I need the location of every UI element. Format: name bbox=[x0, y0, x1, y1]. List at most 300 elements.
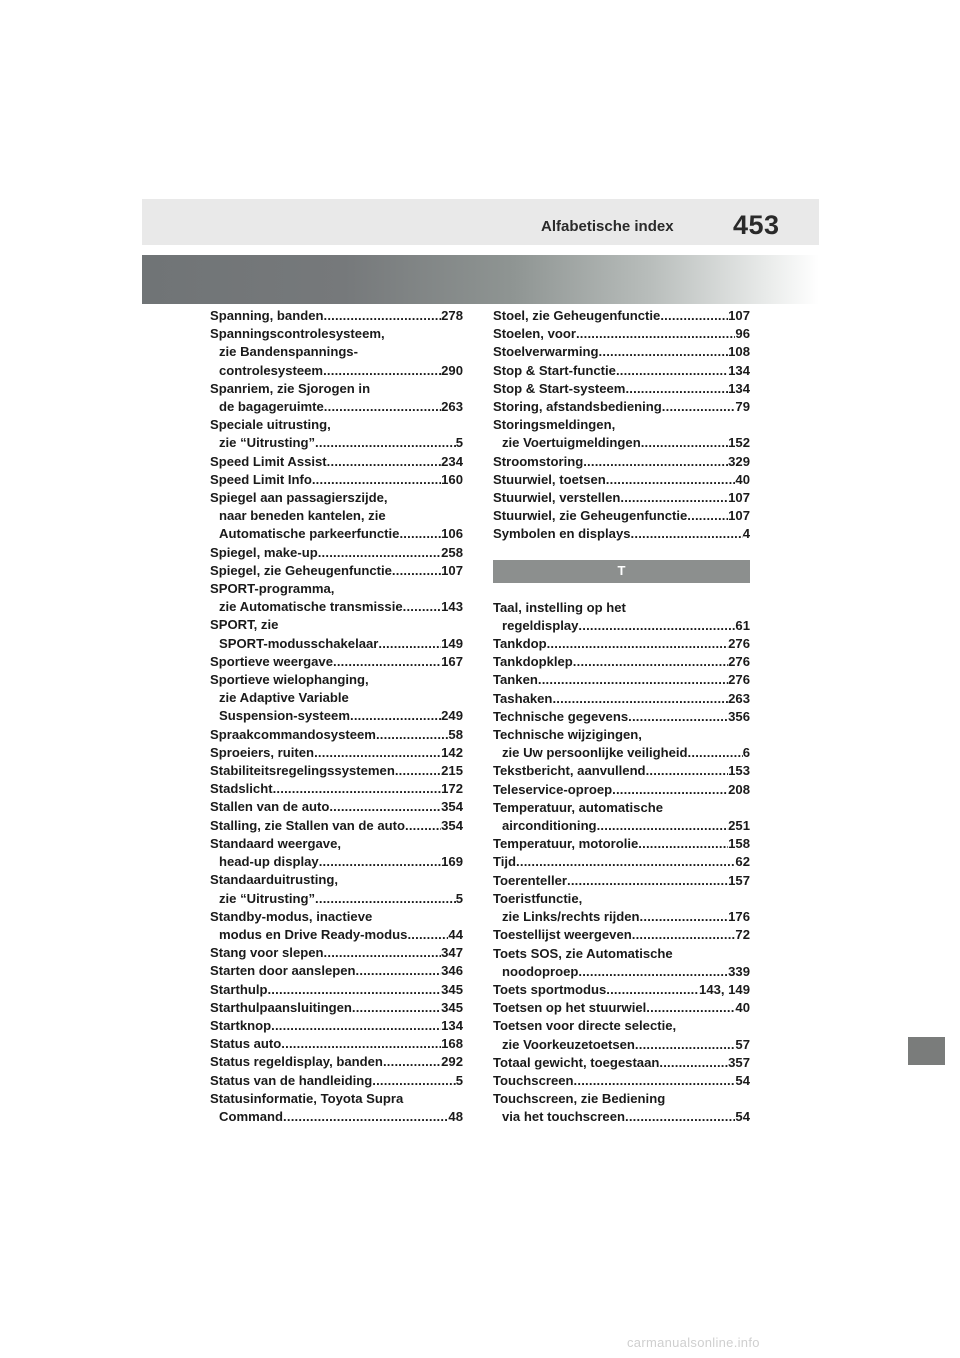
index-entry-text: Stuurwiel, toetsen bbox=[493, 471, 606, 487]
index-entry bbox=[493, 999, 750, 1017]
dot-leader bbox=[625, 1108, 735, 1126]
index-entry bbox=[493, 362, 750, 380]
index-entry bbox=[493, 1072, 750, 1090]
index-entry-text: modus en Drive Ready-modus bbox=[219, 926, 408, 942]
index-entry-text: Tashaken bbox=[493, 690, 553, 706]
index-entry-line bbox=[210, 544, 463, 562]
index-entry-text: Stoelverwarming bbox=[493, 344, 599, 360]
index-entry bbox=[210, 1035, 463, 1053]
index-entry-text: Standby-modus, inactieve bbox=[210, 908, 373, 924]
index-entry-text: Stuurwiel, zie Geheugenfunctie bbox=[493, 508, 688, 524]
index-entry-text: Touchscreen bbox=[493, 1072, 574, 1088]
index-entry-line bbox=[210, 525, 463, 543]
index-entry-text: Totaal gewicht, toegestaan bbox=[493, 1054, 660, 1070]
dot-leader bbox=[552, 690, 728, 708]
index-entry-page: 54 bbox=[735, 1072, 750, 1088]
index-entry bbox=[493, 380, 750, 398]
index-entry bbox=[493, 726, 750, 762]
index-entry-text: Technische wijzigingen, bbox=[493, 727, 642, 743]
index-entry bbox=[210, 744, 463, 762]
dot-leader bbox=[283, 1108, 448, 1126]
index-entry bbox=[210, 798, 463, 816]
index-entry bbox=[493, 945, 750, 981]
index-entry-text: zie Uw persoonlijke veiligheid bbox=[502, 745, 688, 761]
index-entry bbox=[493, 343, 750, 361]
index-entry-page: 107 bbox=[441, 562, 463, 578]
index-entry bbox=[493, 799, 750, 835]
index-entry-line bbox=[493, 525, 750, 543]
index-entry-text: Speciale uitrusting, bbox=[210, 417, 331, 433]
index-entry-line bbox=[493, 380, 750, 398]
index-entry bbox=[210, 1090, 463, 1126]
index-entry-page: 48 bbox=[448, 1108, 463, 1124]
index-entry-page: 263 bbox=[728, 690, 750, 706]
dot-leader bbox=[616, 362, 728, 380]
index-entry-page: 354 bbox=[441, 799, 463, 815]
index-entry-page: 72 bbox=[735, 927, 750, 943]
index-entry-line bbox=[210, 871, 463, 889]
index-entry-page: 278 bbox=[441, 308, 463, 323]
index-entry-text: Storingsmeldingen, bbox=[493, 417, 616, 433]
index-entry-text: Stang voor slepen bbox=[210, 945, 324, 961]
index-entry bbox=[493, 599, 750, 635]
dot-leader bbox=[352, 999, 441, 1017]
dot-leader bbox=[547, 635, 729, 653]
index-entry-page: 4 bbox=[742, 526, 750, 542]
index-entry-text: Storing, afstandsbediening bbox=[493, 399, 662, 415]
index-entry bbox=[493, 1017, 750, 1053]
index-entry-page: 176 bbox=[728, 909, 750, 925]
index-entry-page: 276 bbox=[728, 654, 750, 670]
index-entry-text: controlesysteem bbox=[219, 362, 324, 378]
index-entry bbox=[210, 835, 463, 871]
index-entry-line bbox=[493, 762, 750, 780]
index-entry bbox=[493, 835, 750, 853]
index-entry-page: 158 bbox=[728, 836, 750, 852]
dot-leader bbox=[356, 962, 442, 980]
index-entry-text: zie “Uitrusting” bbox=[219, 890, 316, 906]
index-entry-text: Tanken bbox=[493, 672, 538, 688]
index-entry-page: 96 bbox=[735, 326, 750, 342]
index-entry-line bbox=[493, 1036, 750, 1054]
index-entry-page: 357 bbox=[728, 1054, 750, 1070]
index-entry-page: 134 bbox=[728, 380, 750, 396]
index-entry-text: zie Links/rechts rijden bbox=[502, 909, 640, 925]
index-entry bbox=[210, 671, 463, 726]
index-entry-text: regeldisplay bbox=[502, 617, 579, 633]
index-entry-text: zie Adaptive Variable bbox=[219, 690, 349, 706]
index-entry-text: Status auto bbox=[210, 1036, 282, 1052]
index-entry-line bbox=[210, 343, 463, 361]
index-entry-line bbox=[493, 781, 750, 799]
index-entry bbox=[493, 398, 750, 416]
index-entry-text: Starten door aanslepen bbox=[210, 963, 356, 979]
index-entry-text: Tekstbericht, aanvullend bbox=[493, 763, 646, 779]
index-entry-line bbox=[493, 744, 750, 762]
dot-leader bbox=[538, 671, 728, 689]
index-entry-line bbox=[493, 325, 750, 343]
dot-leader bbox=[578, 617, 735, 635]
index-entry-text: Stoelen, voor bbox=[493, 326, 576, 342]
index-entry-text: Taal, instelling op het bbox=[493, 599, 626, 615]
dot-leader bbox=[329, 798, 441, 816]
index-entry-page: 215 bbox=[441, 763, 463, 779]
index-entry-line bbox=[210, 1090, 463, 1108]
dot-leader bbox=[597, 817, 729, 835]
index-entry-page: 249 bbox=[441, 708, 463, 724]
index-entry bbox=[493, 981, 750, 999]
dot-leader bbox=[635, 1036, 736, 1054]
index-entry bbox=[493, 525, 750, 543]
index-entry-text: Starthulp bbox=[210, 981, 268, 997]
index-entry-text: zie Automatische transmissie bbox=[219, 599, 403, 615]
dot-leader bbox=[640, 908, 729, 926]
index-entry-text: Spiegel, make-up bbox=[210, 544, 318, 560]
index-entry-line bbox=[493, 599, 750, 617]
index-entry bbox=[210, 580, 463, 616]
index-entry-line bbox=[493, 671, 750, 689]
index-entry-text: Stabiliteitsregelingssystemen bbox=[210, 763, 395, 779]
index-entry bbox=[210, 999, 463, 1017]
index-entry bbox=[493, 872, 750, 890]
index-entry-page: 62 bbox=[735, 854, 750, 870]
index-entry-text: Spiegel, zie Geheugenfunctie bbox=[210, 562, 392, 578]
index-entry-text: Toestellijst weergeven bbox=[493, 927, 632, 943]
dot-leader bbox=[273, 780, 442, 798]
index-entry bbox=[493, 416, 750, 452]
index-entry-text: noodoproep bbox=[502, 963, 579, 979]
dot-leader bbox=[688, 744, 743, 762]
index-entry-text: Speed Limit Info bbox=[210, 471, 312, 487]
index-entry-page: 143 bbox=[441, 599, 463, 615]
index-entry-text: airconditioning bbox=[502, 818, 597, 834]
index-entry bbox=[210, 325, 463, 380]
index-entry-text: Teleservice-oproep bbox=[493, 781, 613, 797]
index-entry bbox=[493, 781, 750, 799]
dot-leader bbox=[392, 562, 441, 580]
index-entry-page: 107 bbox=[728, 490, 750, 506]
index-entry-page: 40 bbox=[735, 1000, 750, 1016]
dot-leader bbox=[378, 635, 441, 653]
index-entry-line bbox=[210, 671, 463, 689]
dot-leader bbox=[350, 707, 441, 725]
index-entry-text: Spiegel aan passagierszijde, bbox=[210, 490, 388, 506]
index-entry bbox=[493, 926, 750, 944]
index-entry-line bbox=[210, 798, 463, 816]
index-entry-line bbox=[493, 890, 750, 908]
dot-leader bbox=[687, 507, 728, 525]
dot-leader bbox=[574, 1072, 736, 1090]
index-entry bbox=[493, 671, 750, 689]
index-entry-line bbox=[493, 835, 750, 853]
index-entry-text: Toetsen op het stuurwiel bbox=[493, 1000, 647, 1016]
dot-leader bbox=[399, 525, 441, 543]
index-entry-text: Tankdopklep bbox=[493, 654, 573, 670]
index-entry-page: 292 bbox=[441, 1054, 463, 1070]
index-entry-text: Temperatuur, automatische bbox=[493, 799, 664, 815]
index-entry-line bbox=[493, 908, 750, 926]
index-entry-text: Statusinformatie, Toyota Supra bbox=[210, 1090, 404, 1106]
index-entry-line bbox=[493, 507, 750, 525]
index-entry-page: 339 bbox=[728, 963, 750, 979]
dot-leader bbox=[628, 708, 728, 726]
dot-leader bbox=[606, 471, 736, 489]
index-entry-text: Speed Limit Assist bbox=[210, 453, 327, 469]
index-entry-text: Stop & Start-functie bbox=[493, 362, 616, 378]
section-title: Alfabetische index bbox=[541, 218, 674, 235]
index-entry bbox=[210, 944, 463, 962]
index-entry-line bbox=[493, 926, 750, 944]
index-column-left bbox=[210, 307, 463, 1126]
index-entry bbox=[210, 981, 463, 999]
letter-heading: T bbox=[493, 560, 750, 583]
index-entry-page: 345 bbox=[441, 999, 463, 1015]
index-entry-text: zie “Uitrusting” bbox=[219, 435, 316, 451]
index-entry-page: 106 bbox=[441, 526, 463, 542]
index-entry-page: 107 bbox=[728, 508, 750, 524]
index-entry-line bbox=[493, 653, 750, 671]
index-entry bbox=[493, 853, 750, 871]
index-entry-text: SPORT, zie bbox=[210, 617, 279, 633]
dot-leader bbox=[315, 890, 456, 908]
index-group-s bbox=[493, 307, 750, 544]
index-entry-line bbox=[210, 362, 463, 380]
index-entry-text: Toetsen voor directe selectie, bbox=[493, 1018, 677, 1034]
dot-leader bbox=[606, 981, 699, 999]
index-entry bbox=[493, 1054, 750, 1072]
index-entry-page: 153 bbox=[728, 763, 750, 779]
index-group-t bbox=[493, 599, 750, 1127]
dot-leader bbox=[576, 325, 735, 343]
index-entry-line bbox=[210, 307, 463, 325]
index-entry-line bbox=[210, 817, 463, 835]
dot-leader bbox=[372, 1072, 455, 1090]
index-entry-line bbox=[210, 835, 463, 853]
index-entry-line bbox=[493, 398, 750, 416]
index-entry-page: 169 bbox=[441, 854, 463, 870]
index-entry-line bbox=[210, 1053, 463, 1071]
index-entry-text: Stoel, zie Geheugenfunctie bbox=[493, 308, 661, 323]
index-entry-page: 5 bbox=[455, 890, 463, 906]
index-entry-text: Stop & Start-systeem bbox=[493, 380, 626, 396]
index-entry-line bbox=[210, 744, 463, 762]
index-entry-text: Standaarduitrusting, bbox=[210, 872, 339, 888]
header-band bbox=[142, 199, 819, 245]
index-entry-line bbox=[210, 1017, 463, 1035]
index-entry-text: zie Voertuigmeldingen bbox=[502, 435, 641, 451]
index-entry-text: via het touchscreen bbox=[502, 1109, 625, 1125]
index-entry-page: 134 bbox=[728, 362, 750, 378]
index-entry-page: 157 bbox=[728, 872, 750, 888]
dot-leader bbox=[333, 653, 441, 671]
dot-leader bbox=[403, 598, 442, 616]
index-entry-page: 172 bbox=[441, 781, 463, 797]
index-entry-text: Suspension-systeem bbox=[219, 708, 350, 724]
index-entry-page: 58 bbox=[448, 726, 463, 742]
index-entry-page: 263 bbox=[441, 399, 463, 415]
index-entry-line bbox=[493, 799, 750, 817]
index-entry-page: 276 bbox=[728, 672, 750, 688]
index-entry bbox=[210, 1053, 463, 1071]
index-entry bbox=[493, 690, 750, 708]
dot-leader bbox=[405, 817, 441, 835]
index-entry-line bbox=[210, 726, 463, 744]
dot-leader bbox=[646, 762, 729, 780]
index-entry-text: Command bbox=[219, 1108, 284, 1124]
index-entry-page: 5 bbox=[455, 1072, 463, 1088]
index-entry-text: Toeristfunctie, bbox=[493, 890, 583, 906]
dot-leader bbox=[271, 1017, 441, 1035]
index-entry bbox=[210, 1017, 463, 1035]
index-entry-line bbox=[210, 562, 463, 580]
index-entry-page: 234 bbox=[441, 453, 463, 469]
index-entry-text: SPORT-programma, bbox=[210, 581, 335, 597]
dot-leader bbox=[407, 926, 448, 944]
dot-leader bbox=[632, 926, 736, 944]
index-entry-line bbox=[493, 453, 750, 471]
dot-leader bbox=[638, 835, 728, 853]
index-entry bbox=[493, 307, 750, 325]
index-entry-line bbox=[210, 653, 463, 671]
dot-leader bbox=[267, 981, 441, 999]
dot-leader bbox=[395, 762, 441, 780]
index-entry-page: 5 bbox=[455, 435, 463, 451]
dot-leader bbox=[281, 1035, 441, 1053]
index-entry bbox=[210, 562, 463, 580]
index-entry-page: 347 bbox=[441, 945, 463, 961]
dot-leader bbox=[620, 489, 728, 507]
index-entry-text: Stroomstoring bbox=[493, 453, 584, 469]
index-entry-line bbox=[210, 780, 463, 798]
index-entry-text: Spanning, banden bbox=[210, 308, 324, 323]
index-entry-text: Stadslicht bbox=[210, 781, 273, 797]
index-entry-line bbox=[493, 434, 750, 452]
index-entry-line bbox=[493, 1072, 750, 1090]
index-entry-page: 168 bbox=[441, 1036, 463, 1052]
index-entry-text: Sproeiers, ruiten bbox=[210, 744, 315, 760]
index-entry-page: 160 bbox=[441, 471, 463, 487]
index-entry-text: Status van de handleiding bbox=[210, 1072, 373, 1088]
index-entry bbox=[210, 653, 463, 671]
index-entry-line bbox=[210, 890, 463, 908]
index-entry-text: zie Voorkeuzetoetsen bbox=[502, 1036, 635, 1052]
dot-leader bbox=[324, 398, 441, 416]
index-entry-text: Technische gegevens bbox=[493, 708, 629, 724]
index-entry-page: 79 bbox=[735, 399, 750, 415]
index-entry-text: de bagageruimte bbox=[219, 399, 324, 415]
index-entry bbox=[493, 471, 750, 489]
index-entry-line bbox=[210, 926, 463, 944]
index-entry-text: Startknop bbox=[210, 1017, 272, 1033]
index-entry-text: SPORT-modusschakelaar bbox=[219, 635, 379, 651]
dot-leader bbox=[612, 781, 728, 799]
watermark: carmanualsonline.info bbox=[627, 1335, 760, 1350]
index-entry-page: 61 bbox=[735, 617, 750, 633]
index-entry-text: Sportieve wielophanging, bbox=[210, 672, 369, 688]
page-number: 453 bbox=[733, 210, 780, 240]
index-entry-page: 149 bbox=[441, 635, 463, 651]
index-entry-page: 152 bbox=[728, 435, 750, 451]
dot-leader bbox=[573, 653, 728, 671]
index-entry-page: 54 bbox=[735, 1109, 750, 1125]
index-entry-page: 107 bbox=[728, 308, 750, 323]
index-entry bbox=[493, 890, 750, 926]
index-entry-line bbox=[210, 416, 463, 434]
index-entry bbox=[210, 616, 463, 652]
index-entry bbox=[210, 471, 463, 489]
index-entry-text: naar beneden kantelen, zie bbox=[219, 508, 386, 524]
dot-leader bbox=[324, 944, 442, 962]
dot-leader bbox=[660, 307, 728, 325]
index-entry-page: 57 bbox=[735, 1036, 750, 1052]
index-entry-page: 276 bbox=[728, 636, 750, 652]
index-entry-text: Tankdop bbox=[493, 636, 547, 652]
index-entry-line bbox=[210, 1108, 463, 1126]
dot-leader bbox=[327, 453, 441, 471]
index-entry-line bbox=[210, 398, 463, 416]
index-entry-text: Stallen van de auto bbox=[210, 799, 330, 815]
index-entry bbox=[210, 307, 463, 325]
index-entry-line bbox=[210, 962, 463, 980]
index-entry-text: Toets sportmodus bbox=[493, 981, 607, 997]
index-entry-line bbox=[210, 380, 463, 398]
index-entry-line bbox=[210, 944, 463, 962]
index-entry bbox=[493, 708, 750, 726]
index-entry-line bbox=[493, 708, 750, 726]
index-entry bbox=[493, 1090, 750, 1126]
dot-leader bbox=[516, 853, 735, 871]
index-entry-line bbox=[210, 1072, 463, 1090]
index-entry-text: head-up display bbox=[219, 854, 319, 870]
index-entry-page: 258 bbox=[441, 544, 463, 560]
index-entry bbox=[210, 871, 463, 907]
index-entry-page: 354 bbox=[441, 817, 463, 833]
index-entry bbox=[493, 325, 750, 343]
index-entry-page: 143, 149 bbox=[699, 981, 750, 997]
index-entry-text: Standaard weergave, bbox=[210, 835, 341, 851]
index-entry-line bbox=[210, 1035, 463, 1053]
index-entry-line bbox=[493, 999, 750, 1017]
index-entry-text: zie Bandenspannings- bbox=[219, 344, 358, 360]
dot-leader bbox=[312, 471, 441, 489]
index-entry-line bbox=[210, 999, 463, 1017]
index-entry-line bbox=[210, 635, 463, 653]
index-entry-page: 44 bbox=[448, 926, 463, 942]
index-entry bbox=[210, 453, 463, 471]
index-entry-line bbox=[210, 325, 463, 343]
index-entry-page: 40 bbox=[735, 471, 750, 487]
index-entry-page: 142 bbox=[441, 744, 463, 760]
index-entry-line bbox=[493, 343, 750, 361]
index-entry bbox=[210, 726, 463, 744]
index-entry-line bbox=[493, 471, 750, 489]
index-entry-line bbox=[210, 616, 463, 634]
index-entry-line bbox=[210, 580, 463, 598]
index-entry-text: Symbolen en displays bbox=[493, 526, 631, 542]
dot-leader bbox=[578, 963, 728, 981]
index-entry-page: 251 bbox=[728, 818, 750, 834]
index-entry-line bbox=[493, 981, 750, 999]
index-entry bbox=[210, 416, 463, 452]
index-entry-text: Toets SOS, zie Automatische bbox=[493, 945, 673, 961]
index-entry-text: Automatische parkeerfunctie bbox=[219, 526, 400, 542]
dot-leader bbox=[641, 434, 728, 452]
index-entry-text: Stalling, zie Stallen van de auto bbox=[210, 817, 405, 833]
index-entry-line bbox=[493, 617, 750, 635]
index-entry bbox=[493, 635, 750, 653]
dot-leader bbox=[319, 853, 441, 871]
index-entry-line bbox=[493, 362, 750, 380]
